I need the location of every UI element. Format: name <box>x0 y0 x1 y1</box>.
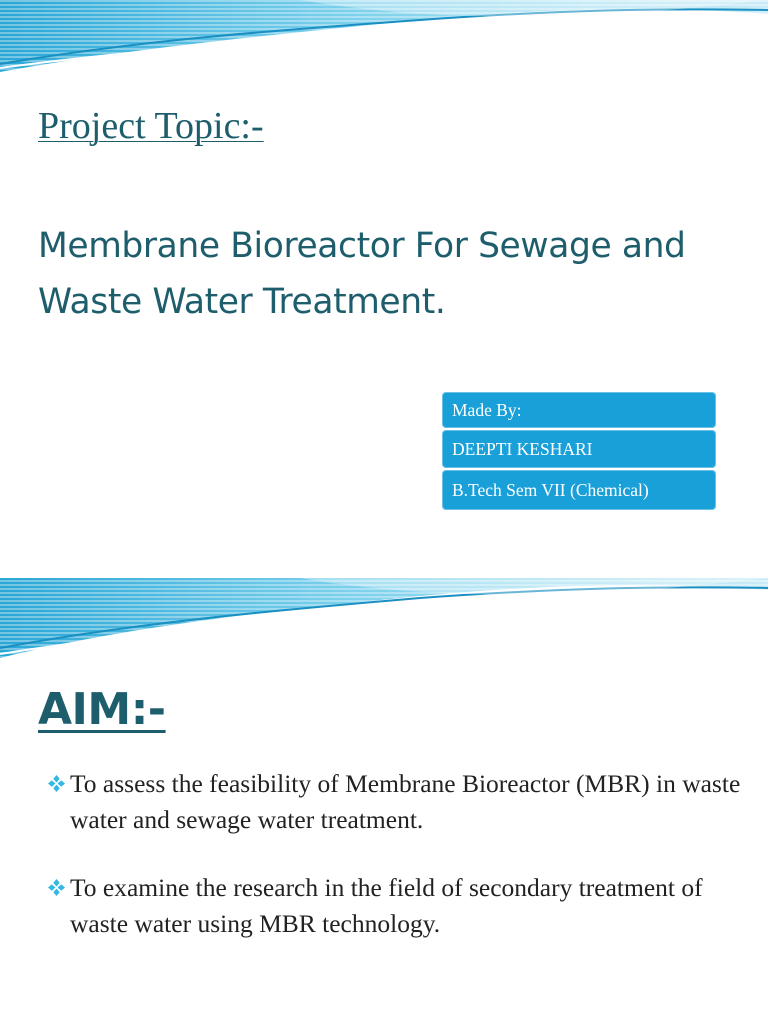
project-title: Membrane Bioreactor For Sewage and Waste Water Treatment. <box>38 226 686 322</box>
diamond-bullet-icon <box>48 879 65 896</box>
wave-banner <box>0 0 768 80</box>
aim-slide <box>0 576 768 1024</box>
author-name: DEEPTI KESHARI <box>442 430 716 468</box>
author-course: B.Tech Sem VII (Chemical) <box>442 470 716 510</box>
list-item <box>46 766 746 838</box>
made-by-label: Made By: <box>442 392 716 428</box>
aim-bullet-list <box>46 766 746 974</box>
wave-banner <box>0 576 768 666</box>
project-topic-heading: Project Topic:- <box>38 105 264 147</box>
list-item <box>46 870 746 942</box>
aim-heading: AIM:- <box>38 684 166 735</box>
bullet-text: To examine the research in the field of secondary treatment of waste water using MBR technology. <box>70 873 703 938</box>
author-box <box>442 392 716 512</box>
diamond-bullet-icon <box>48 775 65 792</box>
bullet-text: To assess the feasibility of Membrane Bioreactor (MBR) in waste water and sewage water treatment. <box>70 769 741 834</box>
